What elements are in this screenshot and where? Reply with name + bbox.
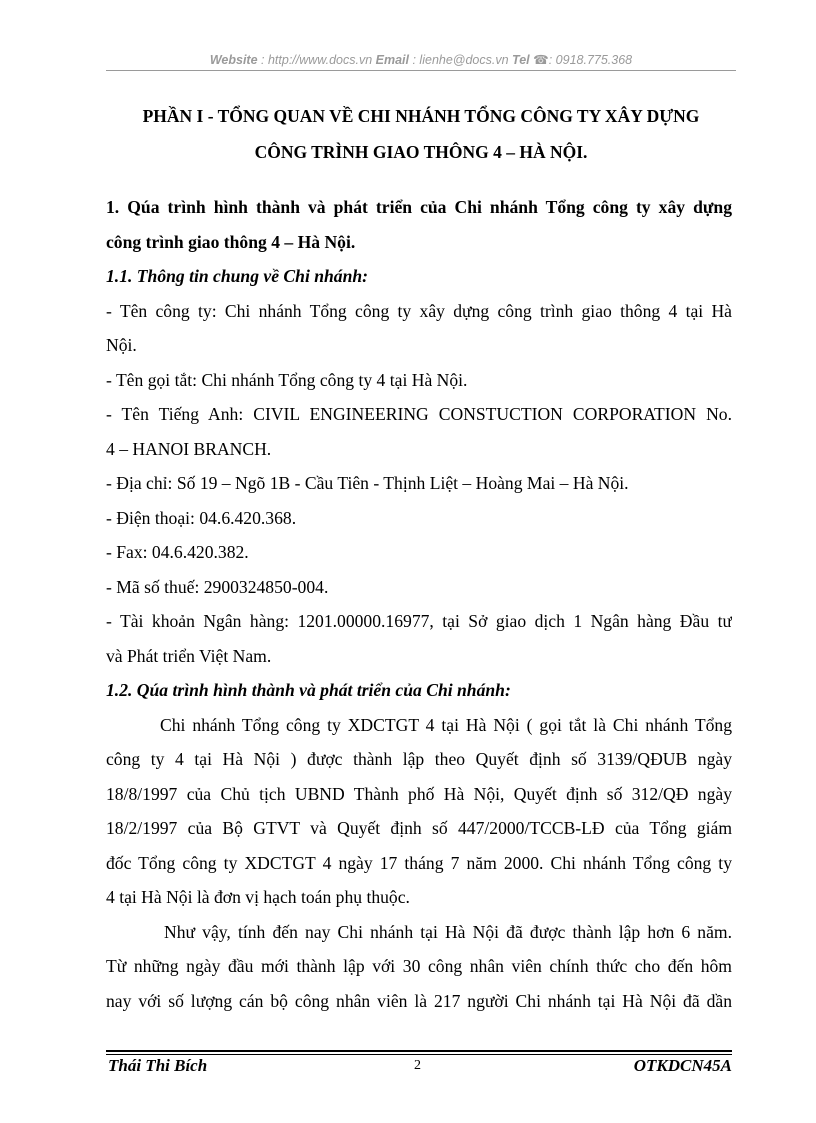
- paragraph1-line: 18/8/1997 của Chủ tịch UBND Thành phố Hà Nội, Quyết định số 312/QĐ ngày: [106, 783, 732, 804]
- email-label: Email: [375, 53, 410, 67]
- document-body: [106, 190, 732, 1018]
- address-line: - Địa chỉ: Số 19 – Ngõ 1B - Cầu Tiên - Thịnh Liệt – Hoàng Mai – Hà Nội.: [106, 473, 629, 493]
- part-title-line2: CÔNG TRÌNH GIAO THÔNG 4 – HÀ NỘI.: [254, 142, 588, 162]
- phone-line: - Điện thoại: 04.6.420.368.: [106, 507, 297, 528]
- section1-1-heading: 1.1. Thông tin chung về Chi nhánh:: [106, 266, 369, 286]
- part-title: [106, 98, 736, 170]
- paragraph1-line: công ty 4 tại Hà Nội ) được thành lập theo Quyết định số 3139/QĐUB ngày: [106, 749, 732, 769]
- english-name-line1: - Tên Tiếng Anh: CIVIL ENGINEERING CONSTUCTION CORPORATION No.: [106, 404, 732, 424]
- tel-value: : 0918.775.368: [548, 53, 633, 67]
- paragraph2-line: nay với số lượng cán bộ công nhân viên là 217 người Chi nhánh tại Hà Nội đã dần: [106, 990, 732, 1011]
- company-name-line1: - Tên công ty: Chi nhánh Tổng công ty xây dựng công trình giao thông 4 tại Hà: [106, 300, 732, 321]
- short-name-line: - Tên gọi tắt: Chi nhánh Tổng công ty 4 tại Hà Nội.: [106, 369, 468, 390]
- bank-account-line1: - Tài khoản Ngân hàng: 1201.00000.16977, tại Sở giao dịch 1 Ngân hàng Đầu tư: [106, 611, 732, 631]
- paragraph1-line: 18/2/1997 của Bộ GTVT và Quyết định số 447/2000/TCCB-LĐ của Tổng giám: [106, 818, 732, 838]
- page-number: 2: [414, 1058, 421, 1073]
- footer-divider-thick: [106, 1050, 732, 1052]
- company-name-line2: Nội.: [106, 335, 137, 355]
- paragraph1-line: Chi nhánh Tổng công ty XDCTGT 4 tại Hà Nội ( gọi tắt là Chi nhánh Tổng: [160, 714, 732, 735]
- page-header: [106, 52, 736, 67]
- website-value[interactable]: : http://www.docs.vn: [257, 53, 376, 67]
- section1-heading-line1: 1. Qúa trình hình thành và phát triển của Chi nhánh Tổng công ty xây dựng: [106, 197, 732, 217]
- header-divider: [106, 70, 736, 71]
- part-title-line1: PHẦN I - TỔNG QUAN VỀ CHI NHÁNH TỔNG CÔNG TY XÂY DỰNG: [142, 106, 700, 126]
- footer-author: Thái Thi Bích: [108, 1056, 208, 1075]
- paragraph2-line: Như vậy, tính đến nay Chi nhánh tại Hà Nội đã được thành lập hơn 6 năm.: [164, 921, 732, 942]
- tax-code-line: - Mã số thuế: 2900324850-004.: [106, 576, 329, 597]
- english-name-line2: 4 – HANOI BRANCH.: [106, 438, 272, 459]
- section1-2-heading: 1.2. Qúa trình hình thành và phát triển của Chi nhánh:: [106, 680, 511, 700]
- paragraph1-line: đốc Tổng công ty XDCTGT 4 ngày 17 tháng 7 năm 2000. Chi nhánh Tổng công ty: [106, 852, 732, 873]
- footer-divider-thin: [106, 1054, 732, 1055]
- paragraph1-line: 4 tại Hà Nội là đơn vị hạch toán phụ thuộc.: [106, 887, 410, 907]
- bank-account-line2: và Phát triển Việt Nam.: [106, 645, 272, 666]
- website-label: Website: [209, 53, 258, 67]
- section1-heading-line2: công trình giao thông 4 – Hà Nội.: [106, 231, 356, 252]
- tel-label: Tel: [512, 53, 530, 67]
- footer-class-code: OTKDCN45A: [633, 1056, 732, 1075]
- paragraph2-line: Từ những ngày đầu mới thành lập với 30 công nhân viên chính thức cho đến hôm: [106, 956, 732, 976]
- email-value[interactable]: : lienhe@docs.vn: [409, 53, 513, 67]
- fax-line: - Fax: 04.6.420.382.: [106, 542, 249, 562]
- telephone-icon: ☎: [533, 53, 549, 67]
